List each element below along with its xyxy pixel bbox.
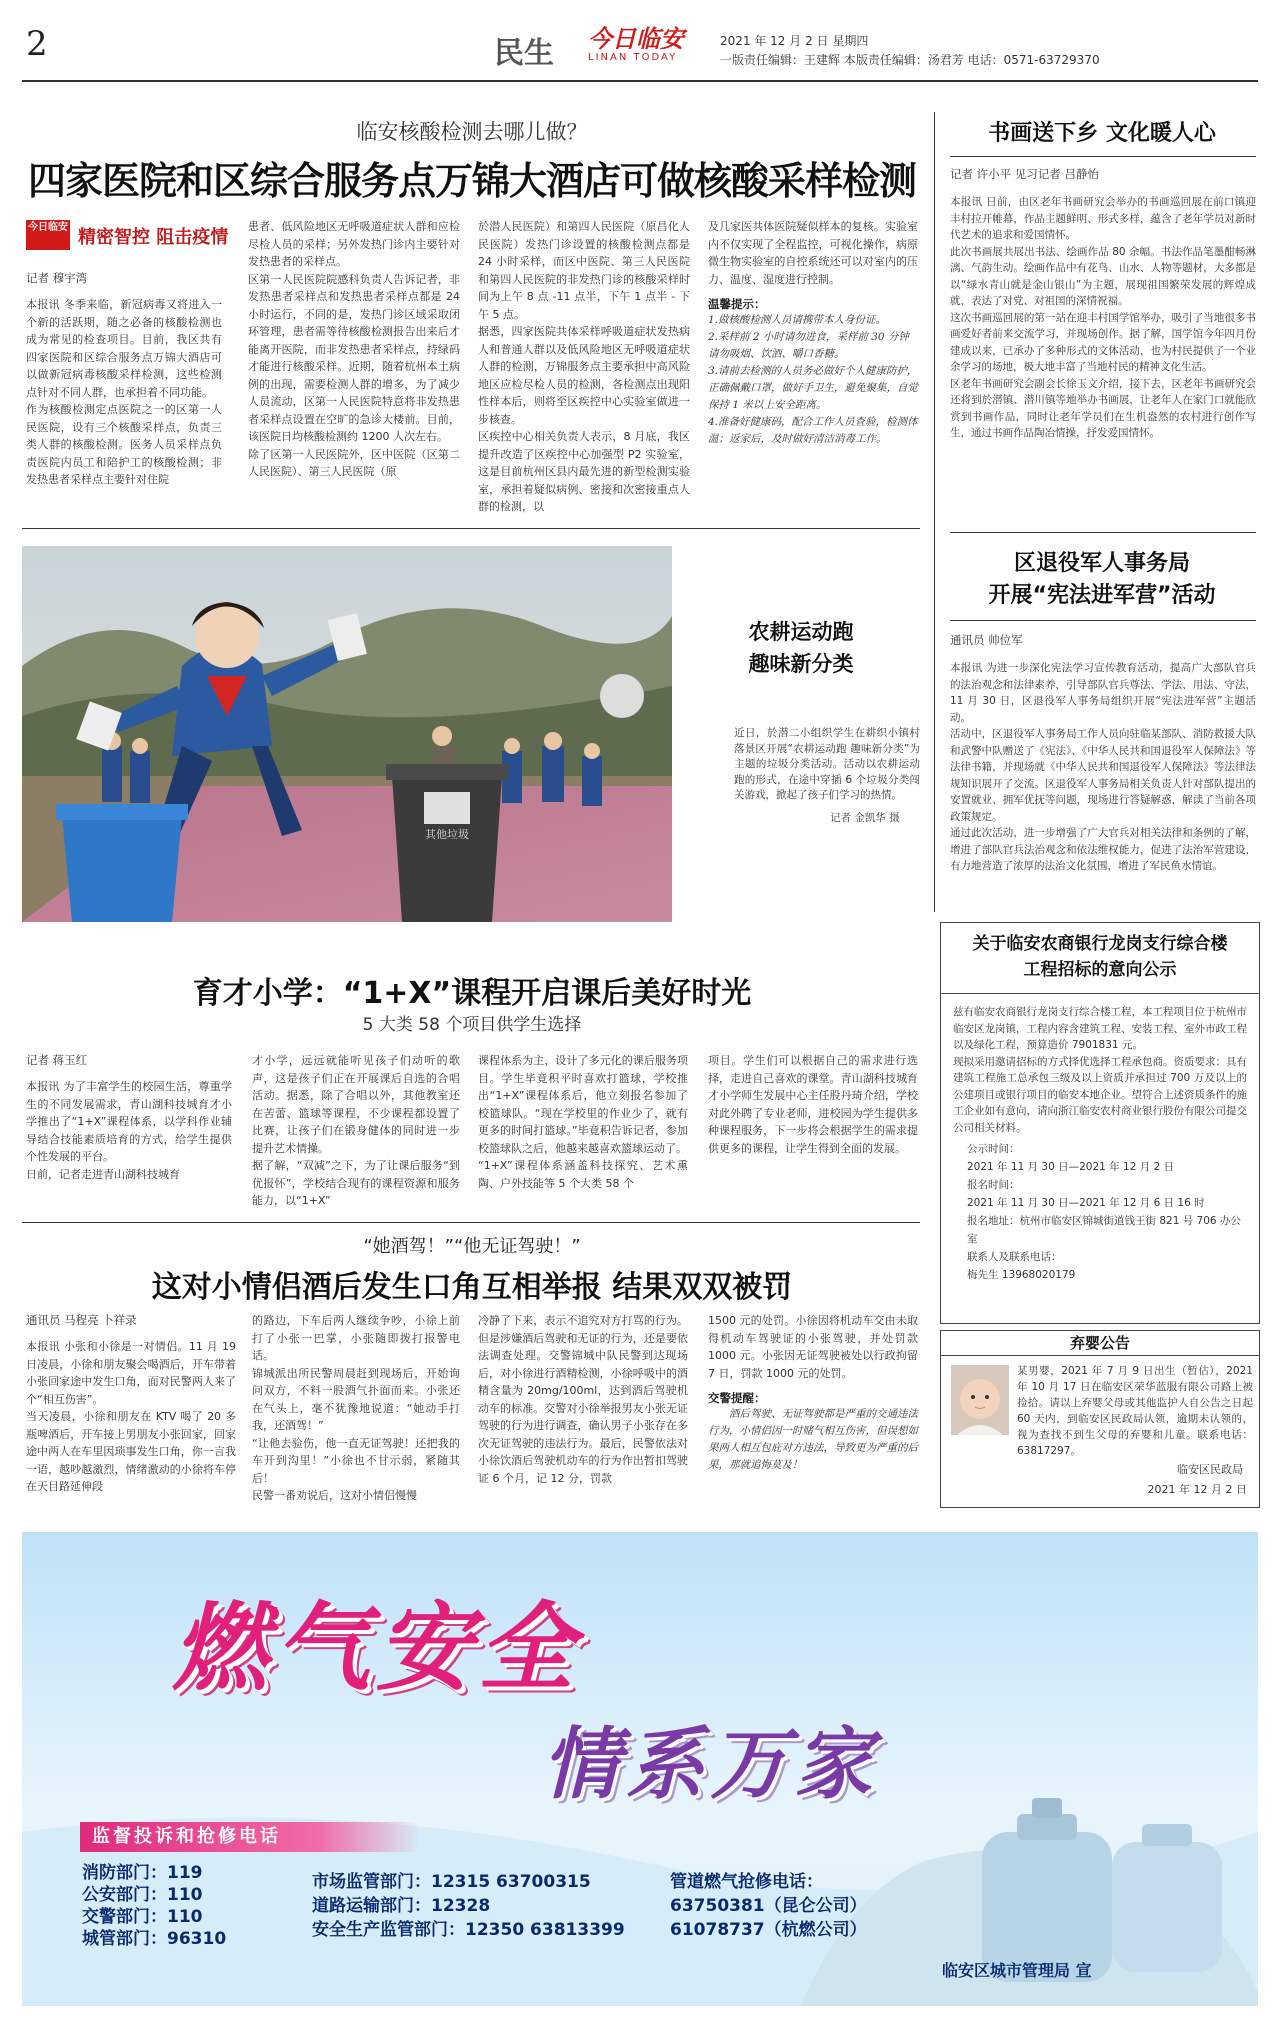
couple-column-4: 1500 元的处罚。小徐因将机动车交由未取得机动车驾驶证的小张驾驶，并处罚款 1000 元。小张因无证驾驶被处以行政拘留 7 日，罚款 1000 元的处罚。 交警提醒： 酒后驾驶、无证驾驶都是严重的交通违法行为，小情侣因一时赌气相互伤害，但误想如果两人相互包庇对方违法，导致更为严重的后果，那就追悔莫及！	[708, 1312, 918, 1496]
abandoned-title: 弃婴公告	[1069, 1334, 1130, 1352]
side1-byline: 记者 许小平 见习记者 吕静怡	[950, 167, 1099, 181]
school-byline: 记者 蒋玉红	[26, 1053, 88, 1067]
ad-title-1: 燃气安全	[172, 1592, 580, 1704]
lead-bottom-rule	[22, 528, 920, 529]
lead-column-2: 患者、低风险地区无呼吸道症状人群和应检尽检人员的采样；另外发热门诊内主要针对发热患者的采样点。 区第一人民医院院感科负责人告诉记者，非发热患者采样点和发热患者采样点都是 24 小时运行，不同的是，发热门诊区域采取闭环管理，患者需等待核酸检测报告出来后才能离开医院，而非发热患者采样点，持绿码才能进行核酸采样。近期，随着杭州本土病例的出现，需要检测人群的增多，为了减少人员流动，区第一人民医院特意将非发热患者采样点设置在空旷的急诊大楼前。目前，该医院日均核酸检测约 1200 人次左右。 除了区第一人民医院外，区中医院（区第二人民医院）、第三人民医院（原	[248, 220, 460, 478]
newspaper-logo: 今日临安 LINAN TODAY	[588, 24, 684, 63]
school-column-1: 本报讯 为了丰富学生的校园生活，尊重学生的不同发展需求，青山湖科技城育才小学推出了“1+X”课程体系，以学科作业辅导结合技能素质培育的方式，给学生提供个性发展的平台。 日前，记者走进青山湖科技城育	[26, 1080, 232, 1181]
lead-kicker: 临安核酸检测去哪儿做？	[356, 120, 588, 144]
couple-column-2: 的路边，下车后两人继续争吵，小徐上前打了小张一巴掌，小张随即拨打报警电话。 锦城派出所民警周晨赶到现场后，开始询问双方，不料一股酒气扑面而来。小张还在气头上，毫不犹豫地说道：“她动手打我，还酒驾！” “让他去验伤，他一直无证驾驶！还把我的车开到沟里！”小徐也不甘示弱，紧随其后！ 民警一番劝说后，这对小情侣慢慢	[252, 1314, 460, 1502]
photo-credit: 记者 金凯华 摄	[830, 812, 900, 824]
registration-time: 2021 年 11 月 30 日—2021 年 12 月 6 日 16 时	[967, 1197, 1205, 1209]
hotline-road: 道路运输部门：12328	[312, 1896, 491, 1916]
baby-photo	[951, 1365, 1009, 1435]
page-number: 2	[26, 24, 48, 64]
contact-value: 梅先生 13968020179	[967, 1269, 1076, 1281]
gas-safety-ad	[22, 1532, 1258, 2006]
side1-headline: 书画送下乡 文化暖人心	[988, 121, 1216, 146]
hotline-safety: 安全生产监管部门：12350 63813399	[312, 1920, 625, 1940]
couple-column-1: 本报讯 小张和小徐是一对情侣。11 月 19 日凌晨，小徐和朋友聚会喝酒后，开车带着小张回家途中发生口角，面对民警两人来了个“相互伤害”。 当天凌晨，小徐和朋友在 KTV 喝了 20 多瓶啤酒后，开车接上男朋友小张回家，回家途中两人在车里因琐事发生口角，你一言我一语，越吵越激烈，情绪激动的小徐将车停在天目路延伸段	[26, 1340, 236, 1493]
tip-item: 3.请前去检测的人员务必做好个人健康防护，正确佩戴口罩，做好手卫生，避免聚集，自觉保持 1 米以上安全距离。	[708, 365, 918, 411]
side2-body: 本报讯 为进一步深化宪法学习宣传教育活动，提高广大部队官兵的法治观念和法律素养，引导部队官兵尊法、学法、用法、守法，11 月 30 日，区退役军人事务局组织开展“宪法进军营”主题活动。 活动中，区退役军人事务局工作人员向驻临某部队、消防救援大队和武警中队赠送了《宪法》、《中华人民共和国退役军人保障法》等法律书籍，并现场就《中华人民共和国退役军人保障法》等法律法规知识展开了交流。区退役军人事务局相关负责人针对部队提出的安置就业、拥军优抚等问题，现场进行答疑解惑，解读了当前各项政策规定。 通过此次活动，进一步增强了广大官兵对相关法律和条例的了解，增进了部队官兵法治观念和依法维权能力，促进了法治军营建设，有力地营造了浓厚的法治文化氛围，增进了军民鱼水情谊。	[950, 662, 1256, 872]
abandoned-body: 某男婴，2021 年 7 月 9 日出生（暂估），2021 年 10 月 17 日在临安区荣华蓝服有限公司路上被捡拾。请以上弃婴父母或其他监护人自公告之日起 60 天内，到临安区民政局认领，逾期未认领的，视为查找不到生父母的弃婴和儿童。联系电话：63817297。	[1017, 1365, 1253, 1457]
abandoned-date: 2021 年 12 月 2 日	[1147, 1483, 1247, 1496]
tender-notice	[940, 922, 1260, 1324]
school-column-4: 项目。学生们可以根据自己的需求进行选择，走进自己喜欢的课堂。青山湖科技城育才小学师生发展中心主任股丹琦介绍，学校对此外聘了专业老师，进校园为学生提供多种课程服务，下一步将会根据学生的需求提供更多的课程，让学生得到全面的发展。	[708, 1054, 918, 1155]
tip-item: 2.采样前 2 小时请勿进食，采样前 30 分钟请勿吸烟、饮酒、嚼口香糖。	[708, 331, 909, 360]
gas-repair-kunlun: 63750381（昆仑公司）	[670, 1896, 867, 1916]
hotline-banner: 监督投诉和抢修电话	[80, 1822, 420, 1852]
tips-title: 温馨提示：	[708, 297, 766, 311]
lead-headline: 四家医院和区综合服务点万锦大酒店可做核酸采样检测	[27, 159, 916, 203]
photo-caption: 近日，於潜二小组织学生在耕织小镇村落景区开展“农耕运动跑 趣味新分类”为主题的垃圾分类活动。活动以农耕运动跑的形式，在途中穿插 6 个垃圾分类闯关游戏，掀起了孩子们学习的热情。	[734, 727, 920, 801]
issue-date: 2021 年 12 月 2 日 星期四	[720, 34, 869, 48]
tip-item: 4.准备好健康码，配合工作人员查验，检测体温；返家后，及时做好清洁消毒工作。	[708, 416, 918, 445]
abandoned-baby-notice	[940, 1330, 1260, 1508]
couple-column-3: 冷静了下来，表示不追究对方打骂的行为。但是涉嫌酒后驾驶和无证的行为，还是要依法调查处理。交警锦城中队民警到达现场后，对小徐进行酒精检测，小徐呼吸中的酒精含量为 20mg/100ml，达到酒后驾驶机动车的标准。交警对小徐举报男友小张无证驾驶的行为进行调查，确认男子小张存在多次无证驾驶的违法行为。最后，民警依法对小徐饮酒后驾驶机动车的行为作出暂扣驾驶证 6 个月，记 12 分，罚款	[478, 1314, 688, 1485]
tips-list	[708, 312, 918, 448]
ad-sponsor: 临安区城市管理局 宣	[942, 1961, 1092, 1980]
side2-byline: 通讯员 帅位军	[950, 633, 1023, 647]
hotline-market: 市场监管部门：12315 63700315	[312, 1872, 591, 1892]
couple-headline: 这对小情侣酒后发生口角互相举报 结果双双被罚	[151, 1270, 793, 1305]
gas-cylinder-icon	[982, 1798, 1222, 1982]
hotline-list-right	[670, 1870, 867, 1942]
notice-title: 关于临安农商银行龙岗支行综合楼 工程招标的意向公示	[972, 934, 1228, 980]
side2-headline: 区退役军人事务局 开展“宪法进军营”活动	[988, 551, 1216, 608]
photo-headline: 农耕运动跑 趣味新分类	[748, 620, 854, 676]
hotline-traffic-police: 交警部门：110	[82, 1907, 203, 1927]
school-column-3: 课程体系为主，设计了多元化的课后服务项目。学生毕竟积平时喜欢打篮球，学校推出“1+X”课程体系后，他立刻报名参加了校篮球队。“现在学校里的作业少了，就有更多的时间打篮球。”毕竟积告诉记者，参加校篮球队之后，他越来越喜欢篮球运动了。 “1+X”课程体系涵盖科技探究、艺术熏陶、户外技能等 5 个大类 58 个	[478, 1054, 688, 1190]
hotline-list-mid	[312, 1870, 625, 1942]
badge-logo: 今日临安	[26, 220, 70, 250]
trash-bin-label: 其他垃圾	[425, 828, 469, 841]
lead-column-3: 於潜人民医院）和第四人民医院（原昌化人民医院）发热门诊设置的核酸检测点都是 24 小时采样，而区中医院、第三人民医院和第四人民医院的非发热门诊的核酸采样时间为上午 8 点 -11 点半，下午 1 点半 - 下午 5 点。 据悉，四家医院共体采样呼吸道症状发热病人和普通人群以及低风险地区无呼吸道症状人群的检测，万锦服务点主要承担中高风险地区应检尽检人员的检测，各检测点出现阳性样本后，则将至区疾控中心实验室做进一步核查。 区疾控中心相关负责人表示，8 月底，我区提升改造了区疾控中心加强型 P2 实验室，这是目前杭州区县内最先进的新型检测实验室，承担着疑似病例、密接和次密接重点人群的检测，以	[478, 220, 690, 513]
gas-repair-hangran: 61078737（杭燃公司）	[670, 1920, 867, 1940]
ad-title-2: 情系万家	[542, 1720, 879, 1810]
section-name: 民生	[494, 36, 554, 71]
notice-details	[941, 1136, 1259, 1284]
page-header	[0, 0, 1280, 78]
side1-body: 本报讯 日前，由区老年书画研究会举办的书画巡回展在前口镇迎丰村拉开帷幕，作品主题鲜明、形式多样，蕴含了老年学员对新时代艺术的追求和爱国情怀。 此次书画展共展出书法、绘画作品 80 余幅。书法作品笔墨酣畅淋漓、气韵生动。绘画作品中有花鸟、山水、人物等题材，大多都是以“绿水青山就是金山银山”为主题，展现祖国繁荣发展的辉煌成就，表达了对党、对祖国的深情祝福。 这次书画巡回展的第一站在迎丰村国学馆举办，吸引了当地很多书画爱好者前来交流学习，并现场创作。据了解，国学馆今年四月份建成以来，已承办了多种形式的文体活动，也为村民提供了一个业余学习的场地，极大地丰富了当地村民的精神文化生活。 区老年书画研究会副会长徐玉文介绍，接下去，区老年书画研究会还将到於潜镇、潜川镇等地举办书画展，让老年人在家门口就能欣赏到书画作品，同时让老年学员们在生机盎然的农村进行创作写生，通过书画作品陶冶情操，抒发爱国情怀。	[950, 196, 1256, 439]
registration-label: 报名时间：	[967, 1179, 1020, 1191]
school-headline: 育才小学：“1+X”课程开启课后美好时光	[192, 976, 752, 1011]
photo-children-recycling	[22, 546, 672, 922]
side1-bottom-rule	[950, 532, 1256, 533]
right-column-divider	[934, 112, 935, 912]
lead-column-1: 本报讯 冬季来临，新冠病毒又将进入一个新的活跃期，随之必备的核酸检测也成为常见的检查项目。目前，我区共有四家医院和区综合服务点万锦大酒店可以做新冠病毒核酸采样检测，这些检测点针对不同人群，也承担着不同功能。 作为核酸检测定点医院之一的区第一人民医院，设有三个核酸采样点，负责三类人群的核酸检测。医务人员采样点负责医院内员工和陪护工的核酸检测；非发热患者采样点主要针对住院	[26, 298, 222, 486]
police-tip: 酒后驾驶、无证驾驶都是严重的交通违法行为，小情侣因一时赌气相互伤害，但误想如果两人相互包庇对方违法，导致更为严重的后果，那就追悔莫及！	[708, 1408, 918, 1471]
side2-rule	[950, 620, 1256, 621]
news-photo	[22, 546, 672, 922]
badge-text: 精密智控 阻击疫情	[78, 227, 229, 248]
school-bottom-rule	[22, 1222, 920, 1223]
school-subhead: 5 大类 58 个项目供学生选择	[362, 1015, 582, 1035]
publicity-time: 2021 年 11 月 30 日—2021 年 12 月 2 日	[967, 1161, 1175, 1173]
publicity-label: 公示时间：	[967, 1143, 1020, 1155]
couple-byline: 通讯员 马程亮 卜祥录	[26, 1313, 137, 1327]
school-column-2: 才小学，远远就能听见孩子们动听的歌声，这是孩子们正在开展课后自选的合唱活动。据悉，除了合唱以外，其他教室还在苦蕾、篮球等课程，不少课程都设置了比赛，让孩子们在锻身健体的同时进一步提升艺术情操。 据了解，“双减”之下，为了让课后服务“到优报怀”，学校结合现有的课程资源和服务能力，以“1+X”	[252, 1054, 460, 1207]
police-tip-title: 交警提醒：	[708, 1391, 766, 1405]
tip-item: 1.做核酸检测人员请携带本人身份证。	[708, 314, 887, 326]
hotline-fire: 消防部门：119	[82, 1863, 203, 1883]
editor-line: 一版责任编辑：王建辉 本版责任编辑：汤君芳 电话：0571-63729370	[720, 53, 1100, 67]
notice-body: 兹有临安农商银行龙岗支行综合楼工程，本工程项目位于杭州市临安区龙岗镇，工程内容含建筑工程、安装工程、室外市政工程以及绿化工程，预算造价 7901831 元。 现拟采用邀请招标的方式择优选择工程承包商。资质要求：具有建筑工程施工总承包三级及以上资质并承担过 700 万及以上的公建项目或银行项目的临安本地企业。望符合上述资质条件的施工企业如有意向，请向浙江临安农村商业银行股份有限公司提交公司相关材料。	[953, 1006, 1247, 1134]
hotline-police: 公安部门：110	[82, 1885, 203, 1905]
gas-repair-title: 管道燃气抢修电话：	[670, 1872, 823, 1892]
lead-column-4: 及几家医共体医院疑似样本的复核。实验室内不仅实现了全程监控，可视化操作，病原微生物实验室的自控系统还可以对室内的压力、温度、湿度进行控制。 温馨提示： 1.做核酸检测人员请携带本人身份证。 2.采样前 2 小时请勿进食，采样前 30 分钟请勿吸烟、饮酒、嚼口香糖。 3.请前去检测的人员务必做好个人健康防护，正确佩戴口罩，做好手卫生，避免聚集，自觉保持 1 米以上安全距离。 4.准备好健康码，配合工作人员查验，检测体温；返家后，及时做好清洁消毒工作。	[708, 218, 918, 504]
header-rule	[22, 80, 1258, 82]
registration-address: 报名地址：杭州市临安区锦城街道钱王街 821 号 706 办公室	[967, 1215, 1241, 1245]
hotline-city-management: 城管部门：96310	[82, 1929, 227, 1949]
side1-rule	[950, 156, 1256, 157]
lead-byline: 记者 穆宇湾	[26, 271, 88, 285]
hotline-list-left	[82, 1862, 226, 1950]
abandoned-org: 临安区民政局	[1177, 1463, 1243, 1476]
contact-label: 联系人及联系电话：	[967, 1251, 1062, 1263]
epidemic-badge	[26, 220, 238, 252]
couple-kicker: “她酒驾！”“他无证驾驶！”	[363, 1236, 581, 1257]
